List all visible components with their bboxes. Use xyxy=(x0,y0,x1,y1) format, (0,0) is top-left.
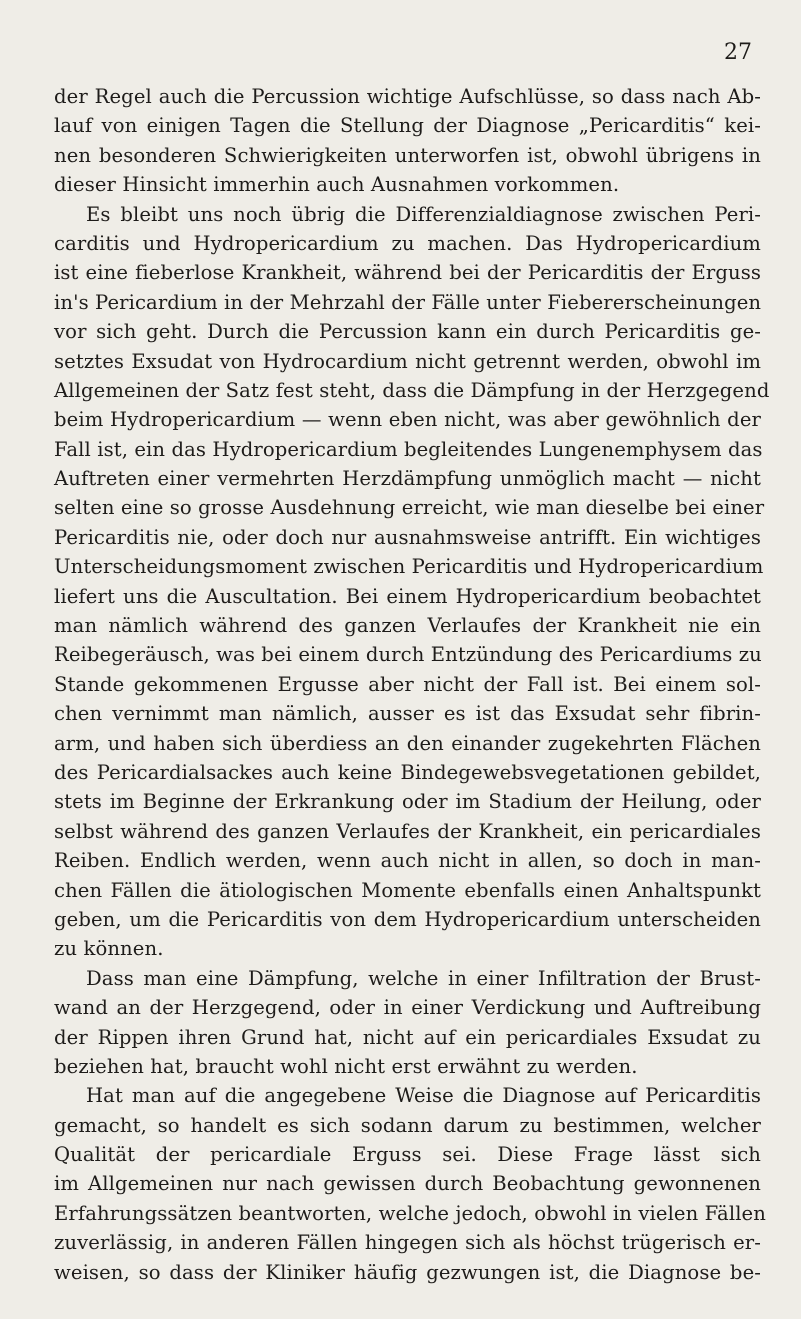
text-line: dieser Hinsicht immerhin auch Ausnahmen vorkommen. xyxy=(54,173,620,197)
text-line: Pericarditis nie, oder doch nur ausnahmsweise antrifft. Ein wichtiges xyxy=(54,525,761,549)
text-line: beim Hydropericardium — wenn eben nicht, was aber gewöhnlich der xyxy=(54,408,761,432)
text-line: lauf von einigen Tagen die Stellung der Diagnose „Pericarditis“ kei- xyxy=(54,114,761,138)
text-line: Es bleibt uns noch übrig die Differenzialdiagnose zwischen Peri- xyxy=(86,202,761,226)
text-line: nen besonderen Schwierigkeiten unterworfen ist, obwohl übrigens in xyxy=(54,143,761,167)
text-line: Auftreten einer vermehrten Herzdämpfung unmöglich macht — nicht xyxy=(54,467,761,491)
text-line: selbst während des ganzen Verlaufes der Krankheit, ein pericardiales xyxy=(54,819,761,843)
body-text xyxy=(54,82,770,1287)
text-line: carditis und Hydropericardium zu machen. Das Hydropericardium xyxy=(54,231,761,255)
text-line: stets im Beginne der Erkrankung oder im Stadium der Heilung, oder xyxy=(54,790,761,814)
text-line: geben, um die Pericarditis von dem Hydropericardium unterscheiden xyxy=(54,907,761,931)
text-line: Hat man auf die angegebene Weise die Diagnose auf Pericarditis xyxy=(86,1084,761,1108)
text-line: liefert uns die Auscultation. Bei einem Hydropericardium beobachtet xyxy=(54,584,761,608)
text-line: chen vernimmt man nämlich, ausser es ist das Exsudat sehr fibrin- xyxy=(54,702,761,726)
text-line: Reibegeräusch, was bei einem durch Entzündung des Pericardiums zu xyxy=(54,643,762,667)
text-line: in's Pericardium in der Mehrzahl der Fälle unter Fiebererscheinungen xyxy=(54,290,762,314)
text-line: vor sich geht. Durch die Percussion kann ein durch Pericarditis ge- xyxy=(54,320,761,344)
text-line: weisen, so dass der Kliniker häufig gezwungen ist, die Diagnose be- xyxy=(54,1260,761,1284)
text-line: gemacht, so handelt es sich sodann darum zu bestimmen, welcher xyxy=(54,1113,761,1137)
text-line: der Rippen ihren Grund hat, nicht auf ein pericardiales Exsudat zu xyxy=(54,1025,761,1049)
text-line: Stande gekommenen Ergusse aber nicht der Fall ist. Bei einem sol- xyxy=(54,672,761,696)
text-line: setztes Exsudat von Hydrocardium nicht getrennt werden, obwohl im xyxy=(54,349,761,373)
text-line: beziehen hat, braucht wohl nicht erst erwähnt zu werden. xyxy=(54,1054,638,1078)
text-line: Unterscheidungsmoment zwischen Pericarditis und Hydropericardium xyxy=(54,555,764,579)
text-line: chen Fällen die ätiologischen Momente ebenfalls einen Anhaltspunkt xyxy=(54,878,761,902)
page-number: 27 xyxy=(724,40,752,65)
text-line: Dass man eine Dämpfung, welche in einer Infiltration der Brust- xyxy=(86,966,761,990)
text-line: Reiben. Endlich werden, wenn auch nicht in allen, so doch in man- xyxy=(54,849,761,873)
text-line: im Allgemeinen nur nach gewissen durch Beobachtung gewonnenen xyxy=(54,1172,761,1196)
text-line: ist eine fieberlose Krankheit, während bei der Pericarditis der Erguss xyxy=(54,261,761,285)
text-line: Fall ist, ein das Hydropericardium begleitendes Lungenemphysem das xyxy=(54,437,763,461)
text-line: arm, und haben sich überdiess an den einander zugekehrten Flächen xyxy=(54,731,761,755)
text-line: zuverlässig, in anderen Fällen hingegen sich als höchst trügerisch er- xyxy=(54,1231,761,1255)
text-line: des Pericardialsackes auch keine Bindegewebsvegetationen gebildet, xyxy=(54,760,761,784)
text-line: Qualität der pericardiale Erguss sei. Diese Frage lässt sich xyxy=(54,1143,761,1167)
text-line: der Regel auch die Percussion wichtige Aufschlüsse, so dass nach Ab- xyxy=(54,85,761,108)
text-line: man nämlich während des ganzen Verlaufes der Krankheit nie ein xyxy=(54,614,761,638)
text-line: zu können. xyxy=(54,937,164,961)
text-line: Erfahrungssätzen beantworten, welche jedoch, obwohl in vielen Fällen xyxy=(54,1201,766,1225)
text-line: selten eine so grosse Ausdehnung erreicht, wie man dieselbe bei einer xyxy=(54,496,765,520)
text-line: Allgemeinen der Satz fest steht, dass die Dämpfung in der Herzgegend xyxy=(54,378,770,402)
text-line: wand an der Herzgegend, oder in einer Verdickung und Auftreibung xyxy=(54,996,761,1020)
